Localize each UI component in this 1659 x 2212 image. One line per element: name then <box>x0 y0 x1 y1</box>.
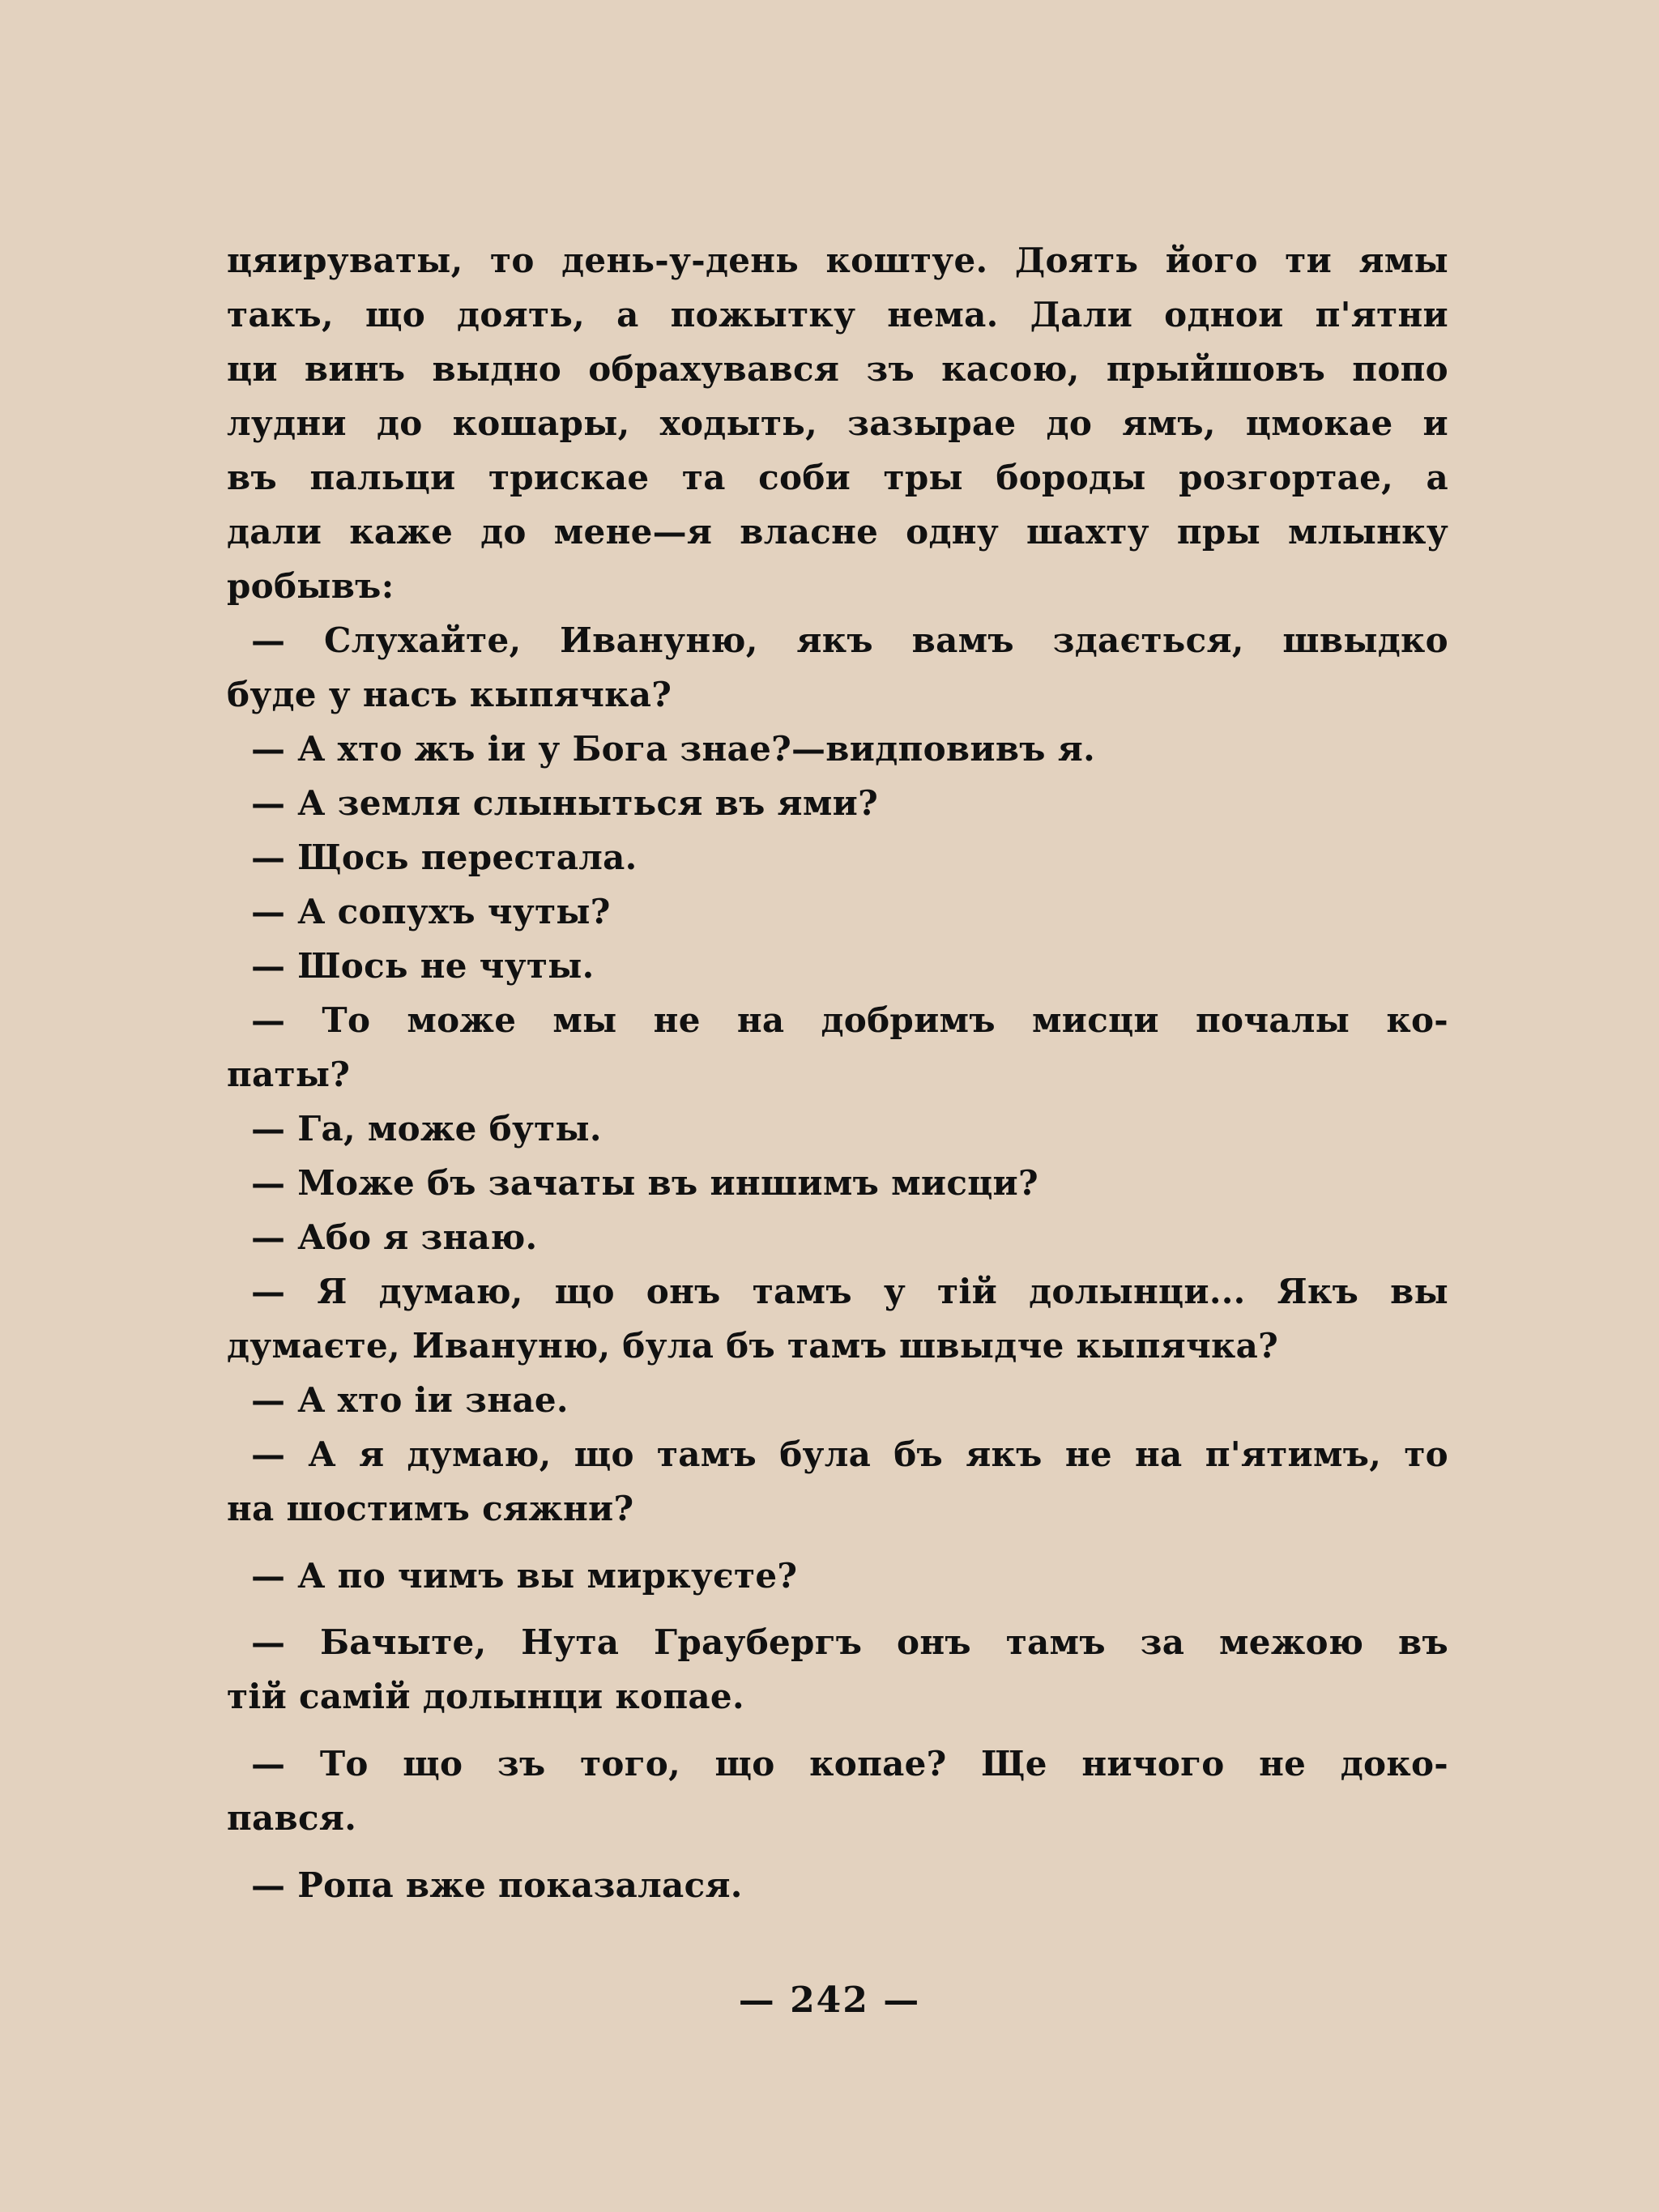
dialogue-line: — То може мы не на добримъ мисци почалы ко- <box>251 1000 1448 1040</box>
dialogue-line: — Слухайте, Ивануню, якъ вамъ здається, швыдко <box>251 620 1448 660</box>
text-line: такъ, що доять, а пожытку нема. Дали однои п'ятни <box>227 295 1448 335</box>
dialogue-line: — Ропа вже показалася. <box>251 1865 743 1905</box>
text-line: въ пальци трискае та соби тры бороды розгортае, а <box>227 458 1448 497</box>
dialogue-line: — Шось не чуты. <box>251 946 595 986</box>
dialogue-line: — Бачыте, Нута Граубергъ онъ тамъ за межою въ <box>251 1622 1448 1662</box>
dialogue-line: — То що зъ того, що копае? Ще ничого не доко- <box>251 1744 1448 1784</box>
dialogue-line: — Га, може буты. <box>251 1109 602 1149</box>
text-line: тій самій долынци копае. <box>227 1677 744 1716</box>
text-line: пався. <box>227 1798 357 1838</box>
text-line: робывъ: <box>227 566 394 606</box>
text-line: ци винъ выдно обрахувався зъ касою, прыйшовъ попо <box>227 349 1448 389</box>
text-line: буде у насъ кыпячка? <box>227 675 672 714</box>
dialogue-line: — Може бъ зачаты въ иншимъ мисци? <box>251 1163 1038 1203</box>
text-line: думаєте, Ивануню, була бъ тамъ швыдче кыпячка? <box>227 1326 1279 1366</box>
dialogue-line: — Щось перестала. <box>251 837 638 877</box>
text-line: лудни до кошары, ходыть, зазырае до ямъ, цмокае и <box>227 403 1448 443</box>
dialogue-line: — А земля слыныться въ ями? <box>251 783 879 823</box>
dialogue-line: — А по чимъ вы миркуєте? <box>251 1556 798 1596</box>
dialogue-line: — А хто жъ іи у Бога знае?—видповивъ я. <box>251 729 1095 769</box>
dialogue-line: — А сопухъ чуты? <box>251 892 611 931</box>
dialogue-line: — А хто іи знае. <box>251 1380 569 1420</box>
text-line: паты? <box>227 1055 351 1094</box>
dialogue-line: — Я думаю, що онъ тамъ у тій долынци... Якъ вы <box>251 1272 1448 1311</box>
text-line: дали каже до мене—я власне одну шахту пры млынку <box>227 512 1448 552</box>
page-number: — 242 — <box>738 1980 921 2021</box>
text-line: на шостимъ сяжни? <box>227 1489 634 1528</box>
dialogue-line: — А я думаю, що тамъ була бъ якъ не на п'ятимъ, то <box>251 1434 1448 1474</box>
text-line: цяируваты, то день-у-день коштуе. Доять його ти ямы <box>227 241 1448 280</box>
dialogue-line: — Або я знаю. <box>251 1217 538 1257</box>
